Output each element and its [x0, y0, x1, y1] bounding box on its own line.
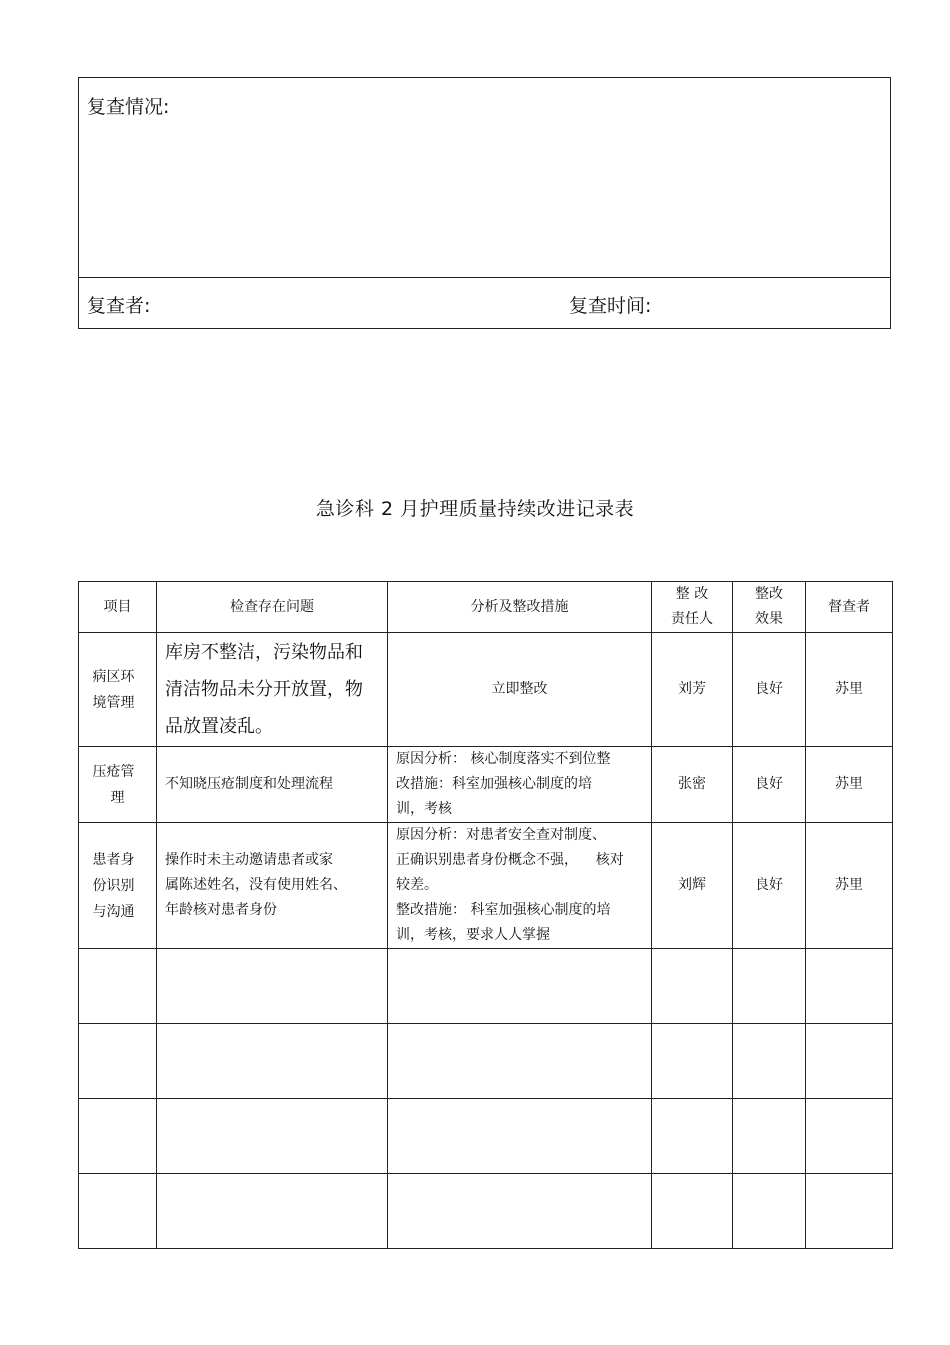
problem-line: 库房不整洁，污染物品和: [165, 642, 363, 663]
effect-cell: 良好: [733, 747, 806, 823]
problem-cell: [157, 633, 388, 747]
item-line: 患者身: [92, 851, 135, 868]
supervisor-cell: 苏里: [806, 633, 893, 747]
review-status-area: [79, 78, 890, 278]
measure-line: 训，考核: [396, 801, 452, 817]
item-cell: [79, 747, 157, 823]
item-line: 压疮管: [92, 763, 135, 780]
quality-record-table: [78, 581, 893, 1249]
supervisor-cell: 苏里: [806, 823, 893, 949]
document-title: 急诊科 2 月护理质量持续改进记录表: [315, 498, 635, 520]
header-effect: [733, 582, 806, 633]
header-problem: 检查存在问题: [157, 582, 388, 633]
person-cell: 刘辉: [652, 823, 733, 949]
item-line: 与沟通: [92, 903, 135, 920]
measure-line: 改措施：科室加强核心制度的培: [396, 776, 592, 792]
problem-line: 清洁物品未分开放置，物: [165, 679, 363, 700]
table-row: [79, 747, 893, 823]
problem-line: 年龄核对患者身份: [165, 902, 277, 918]
table-header-row: [79, 582, 893, 633]
item-line: 份识别: [92, 877, 135, 894]
header-person-line1: 整 改: [675, 586, 709, 602]
measures-cell: [388, 633, 652, 747]
person-cell: 刘芳: [652, 633, 733, 747]
header-responsible-person: [652, 582, 733, 633]
measure-line: 整改措施： 科室加强核心制度的培: [396, 902, 611, 918]
review-status-label: 复查情况:: [87, 96, 170, 118]
effect-cell: 良好: [733, 823, 806, 949]
empty-row: [79, 949, 893, 1024]
problem-line: 不知晓压疮制度和处理流程: [165, 776, 333, 792]
header-supervisor: 督查者: [806, 582, 893, 633]
measure-line: 原因分析： 核心制度落实不到位整: [396, 751, 611, 767]
empty-row: [79, 1024, 893, 1099]
header-effect-line1: 整改: [755, 586, 783, 602]
reviewer-label: 复查者:: [87, 295, 151, 317]
measures-cell: [388, 747, 652, 823]
measure-line: 立即整改: [491, 681, 548, 697]
person-cell: 张密: [652, 747, 733, 823]
item-line: 境管理: [92, 694, 135, 711]
review-time-label: 复查时间:: [569, 295, 652, 317]
header-effect-line2: 效果: [755, 611, 783, 627]
table-row: [79, 823, 893, 949]
problem-cell: [157, 823, 388, 949]
item-line: 病区环: [92, 668, 135, 685]
measure-line: 较差。: [396, 877, 438, 893]
problem-line: 品放置凌乱。: [165, 716, 273, 737]
header-measures: 分析及整改措施: [388, 582, 652, 633]
empty-row: [79, 1099, 893, 1174]
problem-cell: [157, 747, 388, 823]
effect-cell: 良好: [733, 633, 806, 747]
header-person-line2: 责任人: [671, 611, 713, 627]
item-cell: [79, 633, 157, 747]
table-row: [79, 633, 893, 747]
measures-cell: [388, 823, 652, 949]
item-line: 理: [110, 789, 125, 806]
review-box: [78, 77, 891, 329]
supervisor-cell: 苏里: [806, 747, 893, 823]
problem-line: 属陈述姓名，没有使用姓名、: [165, 877, 347, 893]
header-item: 项目: [79, 582, 157, 633]
measure-line: 正确识别患者身份概念不强， 核对: [396, 852, 624, 868]
item-cell: [79, 823, 157, 949]
measure-line: 训，考核，要求人人掌握: [396, 927, 550, 943]
problem-line: 操作时未主动邀请患者或家: [165, 852, 333, 868]
empty-row: [79, 1174, 893, 1249]
measure-line: 原因分析：对患者安全查对制度、: [396, 827, 606, 843]
